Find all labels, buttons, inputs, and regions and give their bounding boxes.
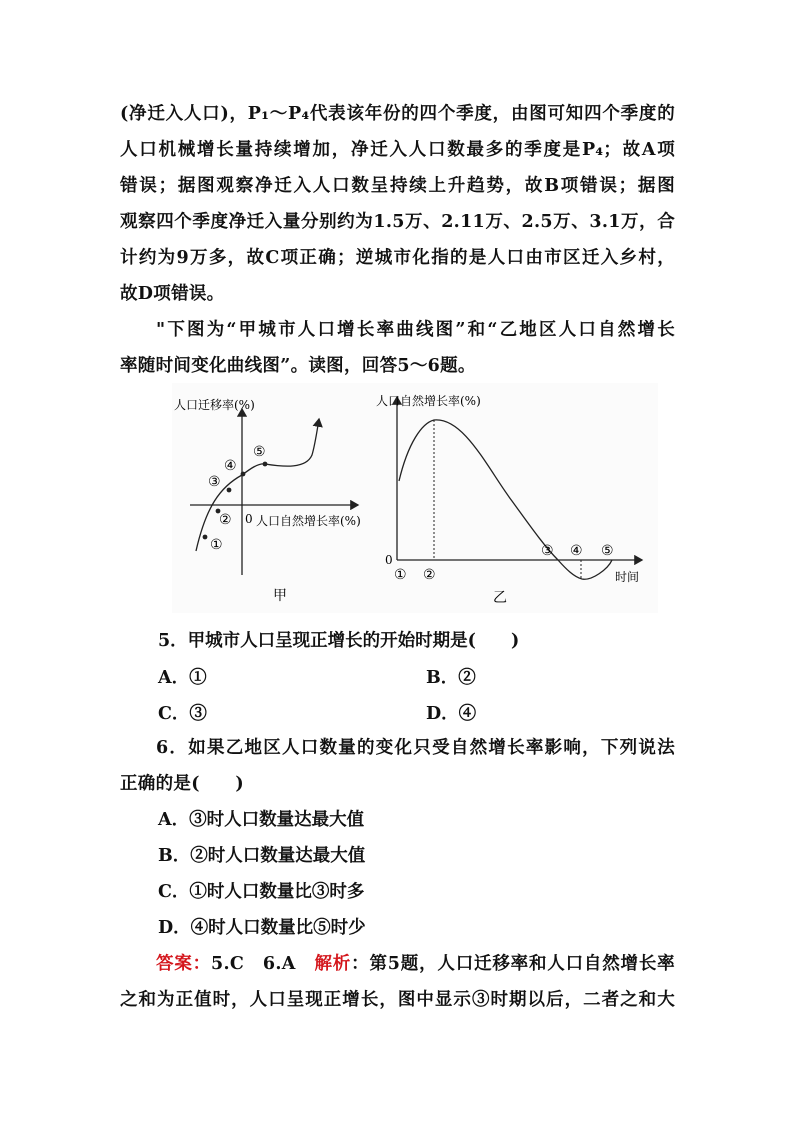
yi-label-2: ②	[423, 567, 436, 583]
prompt-line: "下图为“甲城市人口增长率曲线图”和“乙地区人口自然增长	[156, 320, 675, 340]
chart-jia	[174, 397, 361, 604]
q5-option-c: C．③	[158, 704, 207, 724]
chart-yi	[376, 393, 642, 606]
intro-paragraph	[120, 96, 675, 312]
yi-label-5: ⑤	[601, 543, 614, 559]
q5-options-row-1	[158, 664, 476, 689]
prompt-line: 率随时间变化曲线图”。读图，回答5～6题。	[120, 356, 476, 376]
yi-x-label: 时间	[615, 570, 640, 584]
jia-label-1: ①	[210, 537, 223, 553]
q6-stem-line: 正确的是( )	[120, 774, 244, 794]
yi-label-1: ①	[394, 567, 407, 583]
population-figure	[172, 383, 658, 613]
figure-svg	[172, 383, 658, 613]
answer-line-1	[120, 946, 675, 982]
answer-label: 答案	[156, 954, 193, 974]
question-5	[158, 623, 675, 659]
jia-label-4: ④	[224, 458, 237, 474]
jia-y-label: 人口迁移率(%)	[174, 398, 255, 412]
jia-label-5: ⑤	[253, 444, 266, 460]
q6-options	[158, 802, 675, 946]
jia-point-1	[203, 535, 208, 540]
q6-option-d: D．④时人口数量比⑤时少	[158, 918, 366, 938]
question-6	[120, 730, 675, 802]
q5-option-a: A．①	[158, 668, 207, 688]
answer-line-2: 之和为正值时，人口呈现正增长，图中显示③时期以后，二者之和大	[120, 990, 675, 1010]
q6-option-c: C．①时人口数量比③时多	[158, 882, 365, 902]
q6-stem-line: 6．如果乙地区人口数量的变化只受自然增长率影响，下列说法	[156, 738, 675, 758]
jia-caption: 甲	[273, 588, 287, 604]
prompt-paragraph	[120, 312, 675, 384]
q5-option-b: B．②	[426, 668, 476, 688]
intro-line: 故D项错误。	[120, 284, 225, 304]
yi-label-3: ③	[541, 543, 554, 559]
jia-label-3: ③	[208, 474, 221, 490]
yi-label-4: ④	[570, 543, 583, 559]
yi-y-label: 人口自然增长率(%)	[376, 394, 481, 408]
intro-line: (净迁入人口)，P₁～P₄代表该年份的四个季度，由图可知四个季度的	[120, 104, 675, 124]
intro-line: 观察四个季度净迁入量分别约为1.5万、2.11万、2.5万、3.1万，合	[120, 212, 675, 232]
q5-stem: 5．甲城市人口呈现正增长的开始时期是( )	[158, 631, 520, 651]
jia-point-5	[263, 462, 268, 467]
analysis-label: 解析	[314, 954, 352, 974]
jia-origin: 0	[245, 512, 253, 526]
yi-caption: 乙	[493, 590, 507, 606]
jia-point-4	[241, 472, 246, 477]
answer-colon: ：	[192, 954, 211, 974]
yi-origin: 0	[385, 553, 393, 567]
q5-options-row-2	[158, 700, 477, 725]
jia-x-label: 人口自然增长率(%)	[256, 514, 361, 528]
jia-label-2: ②	[219, 512, 232, 528]
q6-option-b: B．②时人口数量达最大值	[158, 846, 366, 866]
analysis-text-first: ：第5题，人口迁移率和人口自然增长率	[351, 954, 675, 974]
q6-option-a: A．③时人口数量达最大值	[158, 810, 365, 830]
jia-point-3	[227, 488, 232, 493]
intro-line: 计约为9万多，故C项正确；逆城市化指的是人口由市区迁入乡村，	[120, 248, 675, 268]
answer-keys: 5.C 6.A	[210, 954, 315, 974]
intro-line: 错误；据图观察净迁入人口数呈持续上升趋势，故B项错误；据图	[120, 176, 675, 196]
intro-line: 人口机械增长量持续增加，净迁入人口数最多的季度是P₄；故A项	[120, 140, 675, 160]
answer-paragraph	[120, 946, 675, 1018]
q5-option-d: D．④	[426, 704, 477, 724]
